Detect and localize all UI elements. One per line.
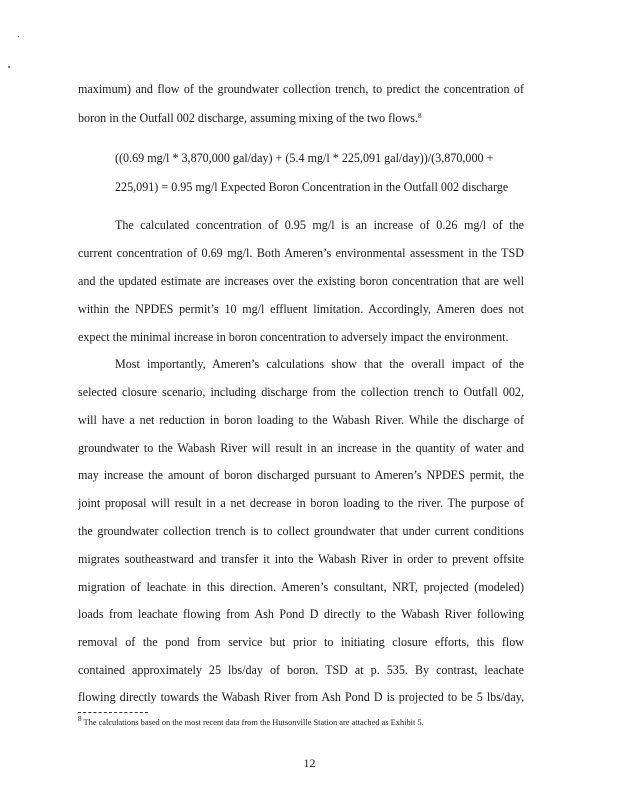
page-number: 12 bbox=[303, 756, 316, 770]
text-line: flowing directly towards the Wabash River from Ash Pond D is projected to be 5 lbs/day, bbox=[78, 690, 524, 704]
text-line: migrates southeastward and transfer it into the Wabash River in order to prevent offsite bbox=[78, 552, 524, 566]
footnote-ref: 8 bbox=[418, 112, 422, 120]
text-line: maximum) and flow of the groundwater collection trench, to predict the concentration of bbox=[78, 82, 524, 96]
text-line: contained approximately 25 lbs/day of boron. TSD at p. 535. By contrast, leachate bbox=[78, 663, 524, 677]
text-line: removal of the pond from service but prior to initiating closure efforts, this flow bbox=[78, 635, 524, 649]
footnote-number: 8 bbox=[78, 715, 82, 723]
text-line: expect the minimal increase in boron concentration to adversely impact the environment. bbox=[78, 330, 509, 344]
text-line: loads from leachate flowing from Ash Pond D directly to the Wabash River following bbox=[78, 607, 524, 621]
scan-speck bbox=[18, 36, 19, 37]
text-line: the groundwater collection trench is to collect groundwater that under current conditions bbox=[78, 524, 524, 538]
text-line bbox=[78, 111, 524, 125]
footnote-divider bbox=[78, 712, 148, 713]
text-line: may increase the amount of boron discharged pursuant to Ameren’s NPDES permit, the bbox=[78, 468, 524, 482]
text-line: migration of leachate in this direction. Ameren’s consultant, NRT, projected (modeled) bbox=[78, 580, 524, 594]
text-line: within the NPDES permit’s 10 mg/l effluent limitation. Accordingly, Ameren does not bbox=[78, 302, 524, 316]
text-line: selected closure scenario, including discharge from the collection trench to Outfall 002, bbox=[78, 385, 524, 399]
text-line: groundwater to the Wabash River will result in an increase in the quantity of water and bbox=[78, 441, 524, 455]
formula-line: 225,091) = 0.95 mg/l Expected Boron Concentration in the Outfall 002 discharge bbox=[115, 180, 509, 194]
text-line-content: boron in the Outfall 002 discharge, assuming mixing of the two flows. bbox=[78, 111, 419, 125]
text-line: current concentration of 0.69 mg/l. Both Ameren’s environmental assessment in the TSD bbox=[78, 246, 524, 260]
formula-line: ((0.69 mg/l * 3,870,000 gal/day) + (5.4 mg/l * 225,091 gal/day))/(3,870,000 + bbox=[115, 151, 494, 165]
footnote bbox=[78, 715, 538, 728]
text-line: Most importantly, Ameren’s calculations show that the overall impact of the bbox=[115, 357, 524, 371]
scan-speck bbox=[8, 66, 10, 68]
text-line: will have a net reduction in boron loading to the Wabash River. While the discharge of bbox=[78, 413, 524, 427]
text-line: The calculated concentration of 0.95 mg/l is an increase of 0.26 mg/l of the bbox=[115, 218, 524, 232]
text-line: joint proposal will result in a net decrease in boron loading to the river. The purpose of bbox=[78, 496, 524, 510]
text-line: and the updated estimate are increases over the existing boron concentration that are well bbox=[78, 274, 524, 288]
footnote-text: The calculations based on the most recent data from the Hutsonville Station are attached as Exhibit 5. bbox=[83, 718, 424, 727]
